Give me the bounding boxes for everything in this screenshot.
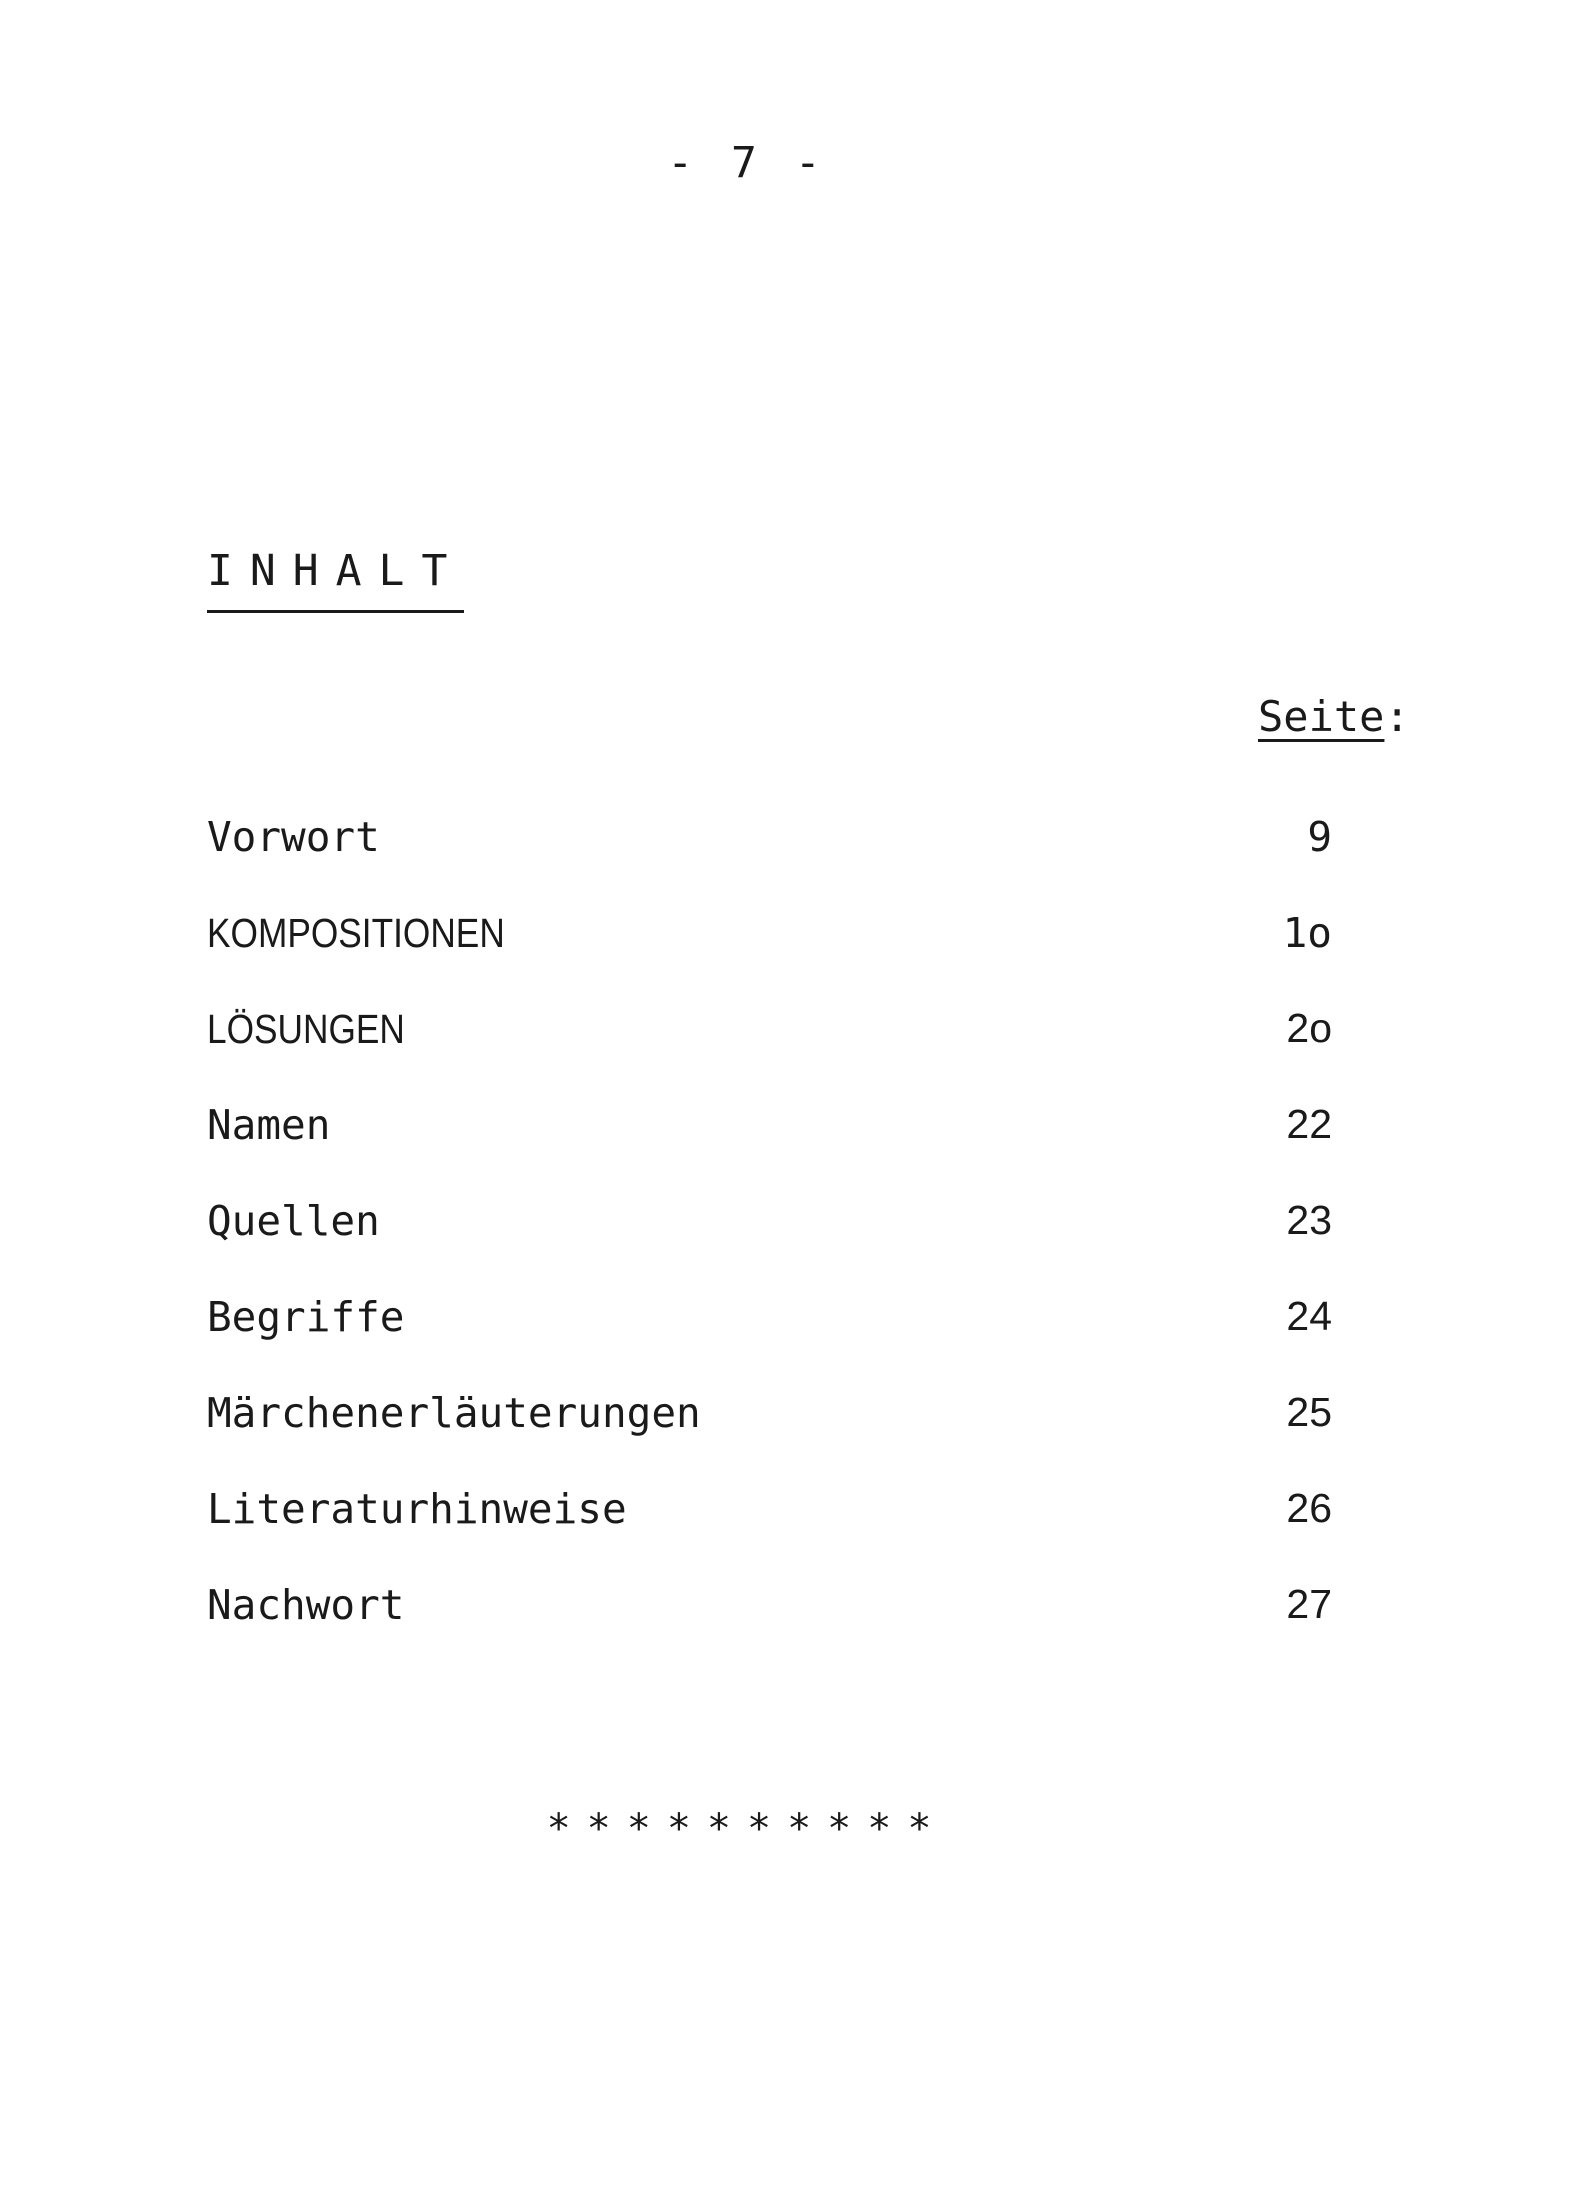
toc-entry-page: 26	[1286, 1485, 1332, 1531]
end-mark: **********	[546, 1806, 948, 1852]
toc-entry-nachwort	[207, 1581, 1332, 1641]
page-number: - 7 -	[667, 138, 827, 188]
toc-entry-loesungen	[207, 1005, 1332, 1065]
toc-entry-title: Namen	[207, 1101, 331, 1149]
toc-entry-page: 24	[1286, 1293, 1332, 1339]
toc-entry-page: 25	[1286, 1389, 1332, 1435]
toc-entry-title: Vorwort	[207, 813, 380, 861]
toc-entry-page: 2o	[1286, 1005, 1332, 1051]
toc-entry-namen	[207, 1101, 1332, 1161]
toc-entry-kompositionen	[207, 909, 1332, 969]
toc-entry-vorwort	[207, 813, 1332, 873]
toc-entry-title: KOMPOSITIONEN	[207, 910, 505, 956]
toc-entry-literaturhinweise	[207, 1485, 1332, 1545]
toc-entry-title: Begriffe	[207, 1293, 405, 1341]
page-column-label-text: Seite	[1258, 692, 1385, 741]
toc-entry-title: Quellen	[207, 1197, 380, 1245]
toc-entry-page: 27	[1286, 1581, 1332, 1627]
toc-entry-title: Märchenerläuterungen	[207, 1389, 701, 1437]
toc-entry-title: Nachwort	[207, 1581, 405, 1629]
page-column-label	[1258, 692, 1410, 741]
toc-entry-page: 23	[1286, 1197, 1332, 1243]
toc-entry-maerchenerlaeuterungen	[207, 1389, 1332, 1449]
toc-entry-page: 22	[1286, 1101, 1332, 1147]
page-column-label-colon: :	[1384, 692, 1410, 741]
toc-entry-page: 1o	[1282, 909, 1332, 957]
toc-entry-title: Literaturhinweise	[207, 1485, 627, 1533]
toc-entry-title: LÖSUNGEN	[207, 1006, 405, 1052]
page-title: INHALT	[207, 546, 464, 613]
toc-entry-quellen	[207, 1197, 1332, 1257]
toc-entry-page: 9	[1307, 813, 1332, 861]
toc-entry-begriffe	[207, 1293, 1332, 1353]
